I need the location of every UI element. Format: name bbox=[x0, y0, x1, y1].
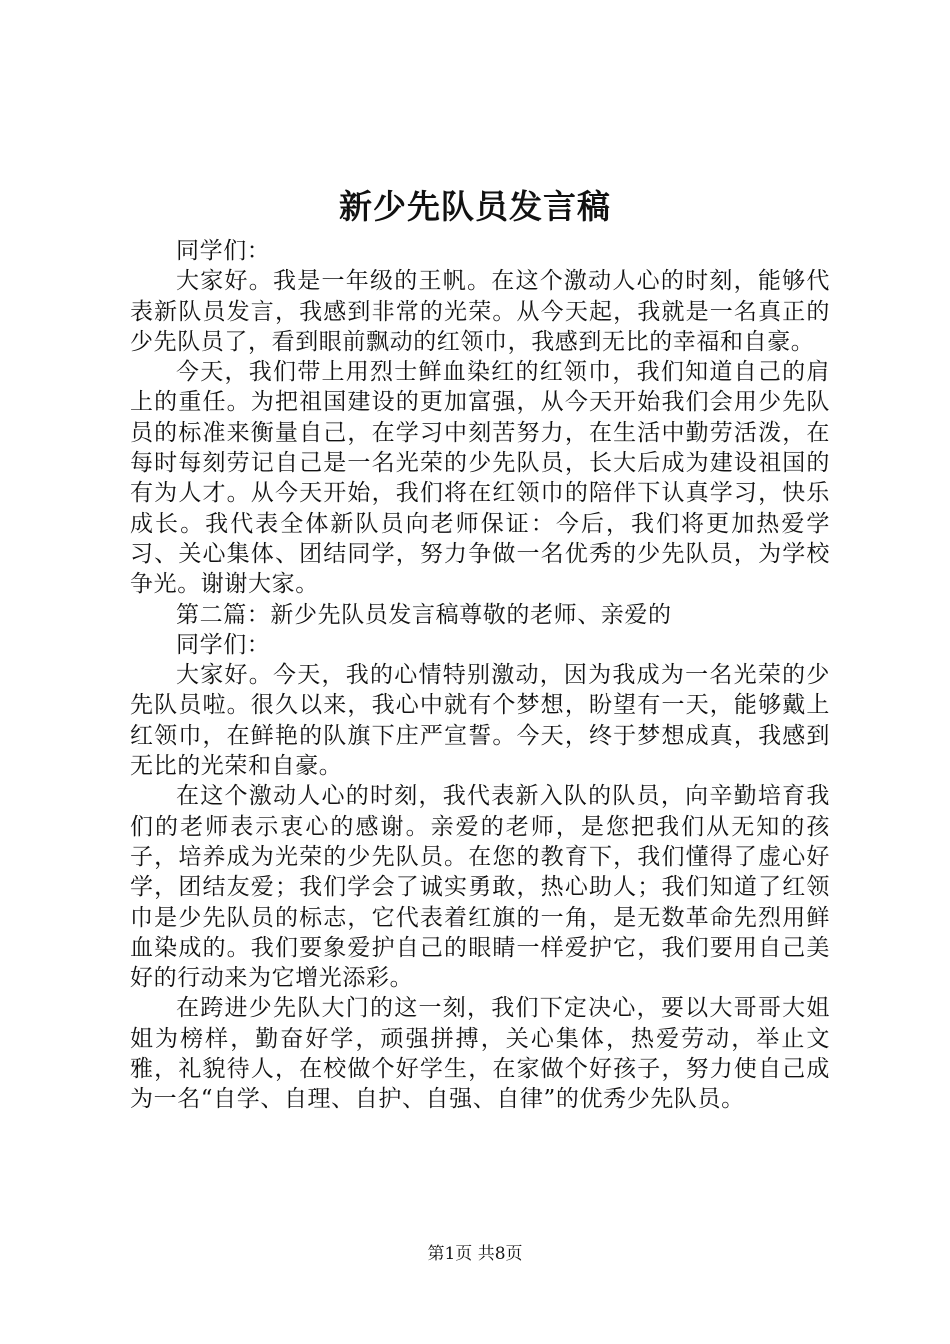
document-body bbox=[130, 236, 830, 1115]
paragraph: 今天，我们带上用烈士鲜血染红的红领巾，我们知道自己的肩上的重任。为把祖国建设的更加富强，从今天开始我们会用少先队员的标准来衡量自己，在学习中刻苦努力，在生活中勤劳活泼，在每时每刻劳记自己是一名光荣的少先队员，长大后成为建设祖国的有为人才。从今天开始，我们将在红领巾的陪伴下认真学习，快乐成长。我代表全体新队员向老师保证：今后，我们将更加热爱学习、关心集体、团结同学，努力争做一名优秀的少先队员，为学校争光。谢谢大家。 bbox=[130, 359, 830, 598]
paragraph: 在跨进少先队大门的这一刻，我们下定决心，要以大哥哥大姐姐为榜样，勤奋好学，顽强拼搏，关心集体，热爱劳动，举止文雅，礼貌待人，在校做个好学生，在家做个好孩子，努力使自己成为一名“自学、自理、自护、自强、自律”的优秀少先队员。 bbox=[130, 995, 830, 1113]
paragraph: 大家好。我是一年级的王帆。在这个激动人心的时刻，能够代表新队员发言，我感到非常的光荣。从今天起，我就是一名真正的少先队员了，看到眼前飘动的红领巾，我感到无比的幸福和自豪。 bbox=[130, 268, 830, 355]
paragraph: 同学们： bbox=[176, 631, 271, 658]
paragraph: 在这个激动人心的时刻，我代表新入队的队员，向辛勤培育我们的老师表示衷心的感谢。亲爱的老师，是您把我们从无知的孩子，培养成为光荣的少先队员。在您的教育下，我们懂得了虚心好学，团结友爱；我们学会了诚实勇敢，热心助人；我们知道了红领巾是少先队员的标志，它代表着红旗的一角，是无数革命先烈用鲜血染成的。我们要象爱护自己的眼睛一样爱护它，我们要用自己美好的行动来为它增光添彩。 bbox=[130, 783, 830, 992]
document-title: 新少先队员发言稿 bbox=[339, 187, 611, 226]
paragraph: 同学们： bbox=[176, 238, 271, 264]
page-number-footer: 第1页 共8页 bbox=[427, 1244, 523, 1264]
paragraph: 大家好。今天，我的心情特别激动，因为我成为一名光荣的少先队员啦。很久以来，我心中就有个梦想，盼望有一天，能够戴上红领巾，在鲜艳的队旗下庄严宣誓。今天，终于梦想成真，我感到无比的光荣和自豪。 bbox=[130, 662, 830, 780]
section-heading: 第二篇：新少先队员发言稿尊敬的老师、亲爱的 bbox=[176, 601, 672, 628]
